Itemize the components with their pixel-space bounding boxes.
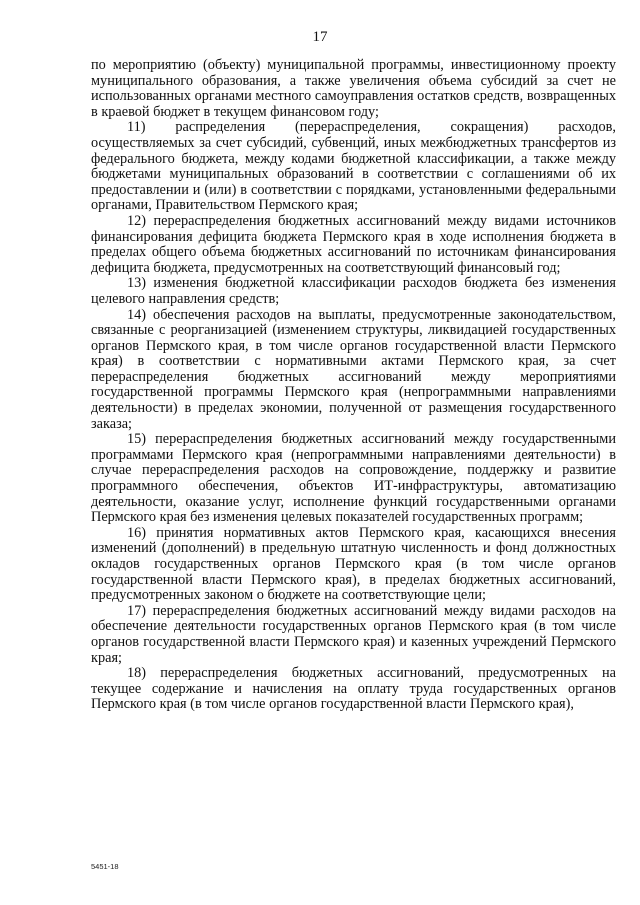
paragraph-item-12: 12) перераспределения бюджетных ассигнований между видами источников финансирования дефицита бюджета Пермского края в ходе исполнения бюджета в пределах общего объема бюджетных ассигнований по источникам финансирования дефицита бюджета, предусмотренных на соответствующий финансовый год; <box>91 212 616 276</box>
body-text <box>91 58 616 713</box>
paragraph-item-15: 15) перераспределения бюджетных ассигнований между государственными программами Пермского края (непрограммными направлениями деятельности) в случае перераспределения расходов на сопровождение, поддержку и развитие программного обеспечения, объектов ИТ-инфраструктуры, автоматизацию деятельности, оказание услуг, исполнение функций государственными органами Пермского края без изменения целевых показателей государственных программ; <box>91 431 616 526</box>
paragraph-item-14: 14) обеспечения расходов на выплаты, предусмотренные законодательством, связанные с реорганизацией (изменением структуры, ликвидацией государственных органов Пермского края, в том числе органов государственной власти Пермского края) в соответствии с нормативными актами Пермского края, за счет перераспределения бюджетных ассигнований между мероприятиями государственной программы Пермского края (непрограммными направлениями деятельности) в пределах экономии, полученной от размещения государственного заказа; <box>91 306 616 432</box>
paragraph-continuation: по мероприятию (объекту) муниципальной программы, инвестиционному проекту муниципального образования, а также увеличения объема субсидий за счет не использованных органами местного самоуправления остатков средств, возвращенных в краевой бюджет в текущем финансовом году; <box>91 57 616 120</box>
paragraph-item-18: 18) перераспределения бюджетных ассигнований, предусмотренных на текущее содержание и начисления на оплату труда государственных органов Пермского края (в том числе органов государственной власти Пермского края), <box>91 665 616 713</box>
paragraph-item-13: 13) изменения бюджетной классификации расходов бюджета без изменения целевого направления средств; <box>91 275 616 307</box>
paragraph-item-17: 17) перераспределения бюджетных ассигнований между видами расходов на обеспечение деятельности государственных органов Пермского края (в том числе органов государственной власти Пермского края) и казенных учреждений Пермского края; <box>91 602 616 666</box>
page-number: 17 <box>312 29 328 45</box>
paragraph-item-16: 16) принятия нормативных актов Пермского края, касающихся внесения изменений (дополнений) в предельную штатную численность и фонд должностных окладов государственных органов Пермского края (в том числе органов государственной власти Пермского края), в пределах бюджетных ассигнований, предусмотренных законом о бюджете на соответствующие цели; <box>91 524 616 604</box>
paragraph-item-11: 11) распределения (перераспределения, сокращения) расходов, осуществляемых за счет субсидий, субвенций, иных межбюджетных трансфертов из федерального бюджета, между кодами бюджетной классификации, а также между бюджетами муниципальных образований в соответствии с соглашениями об их предоставлении и (или) в соответствии с порядками, установленными федеральными органами, Правительством Пермского края; <box>91 119 616 214</box>
footer-document-code: 5451-18 <box>91 862 119 871</box>
